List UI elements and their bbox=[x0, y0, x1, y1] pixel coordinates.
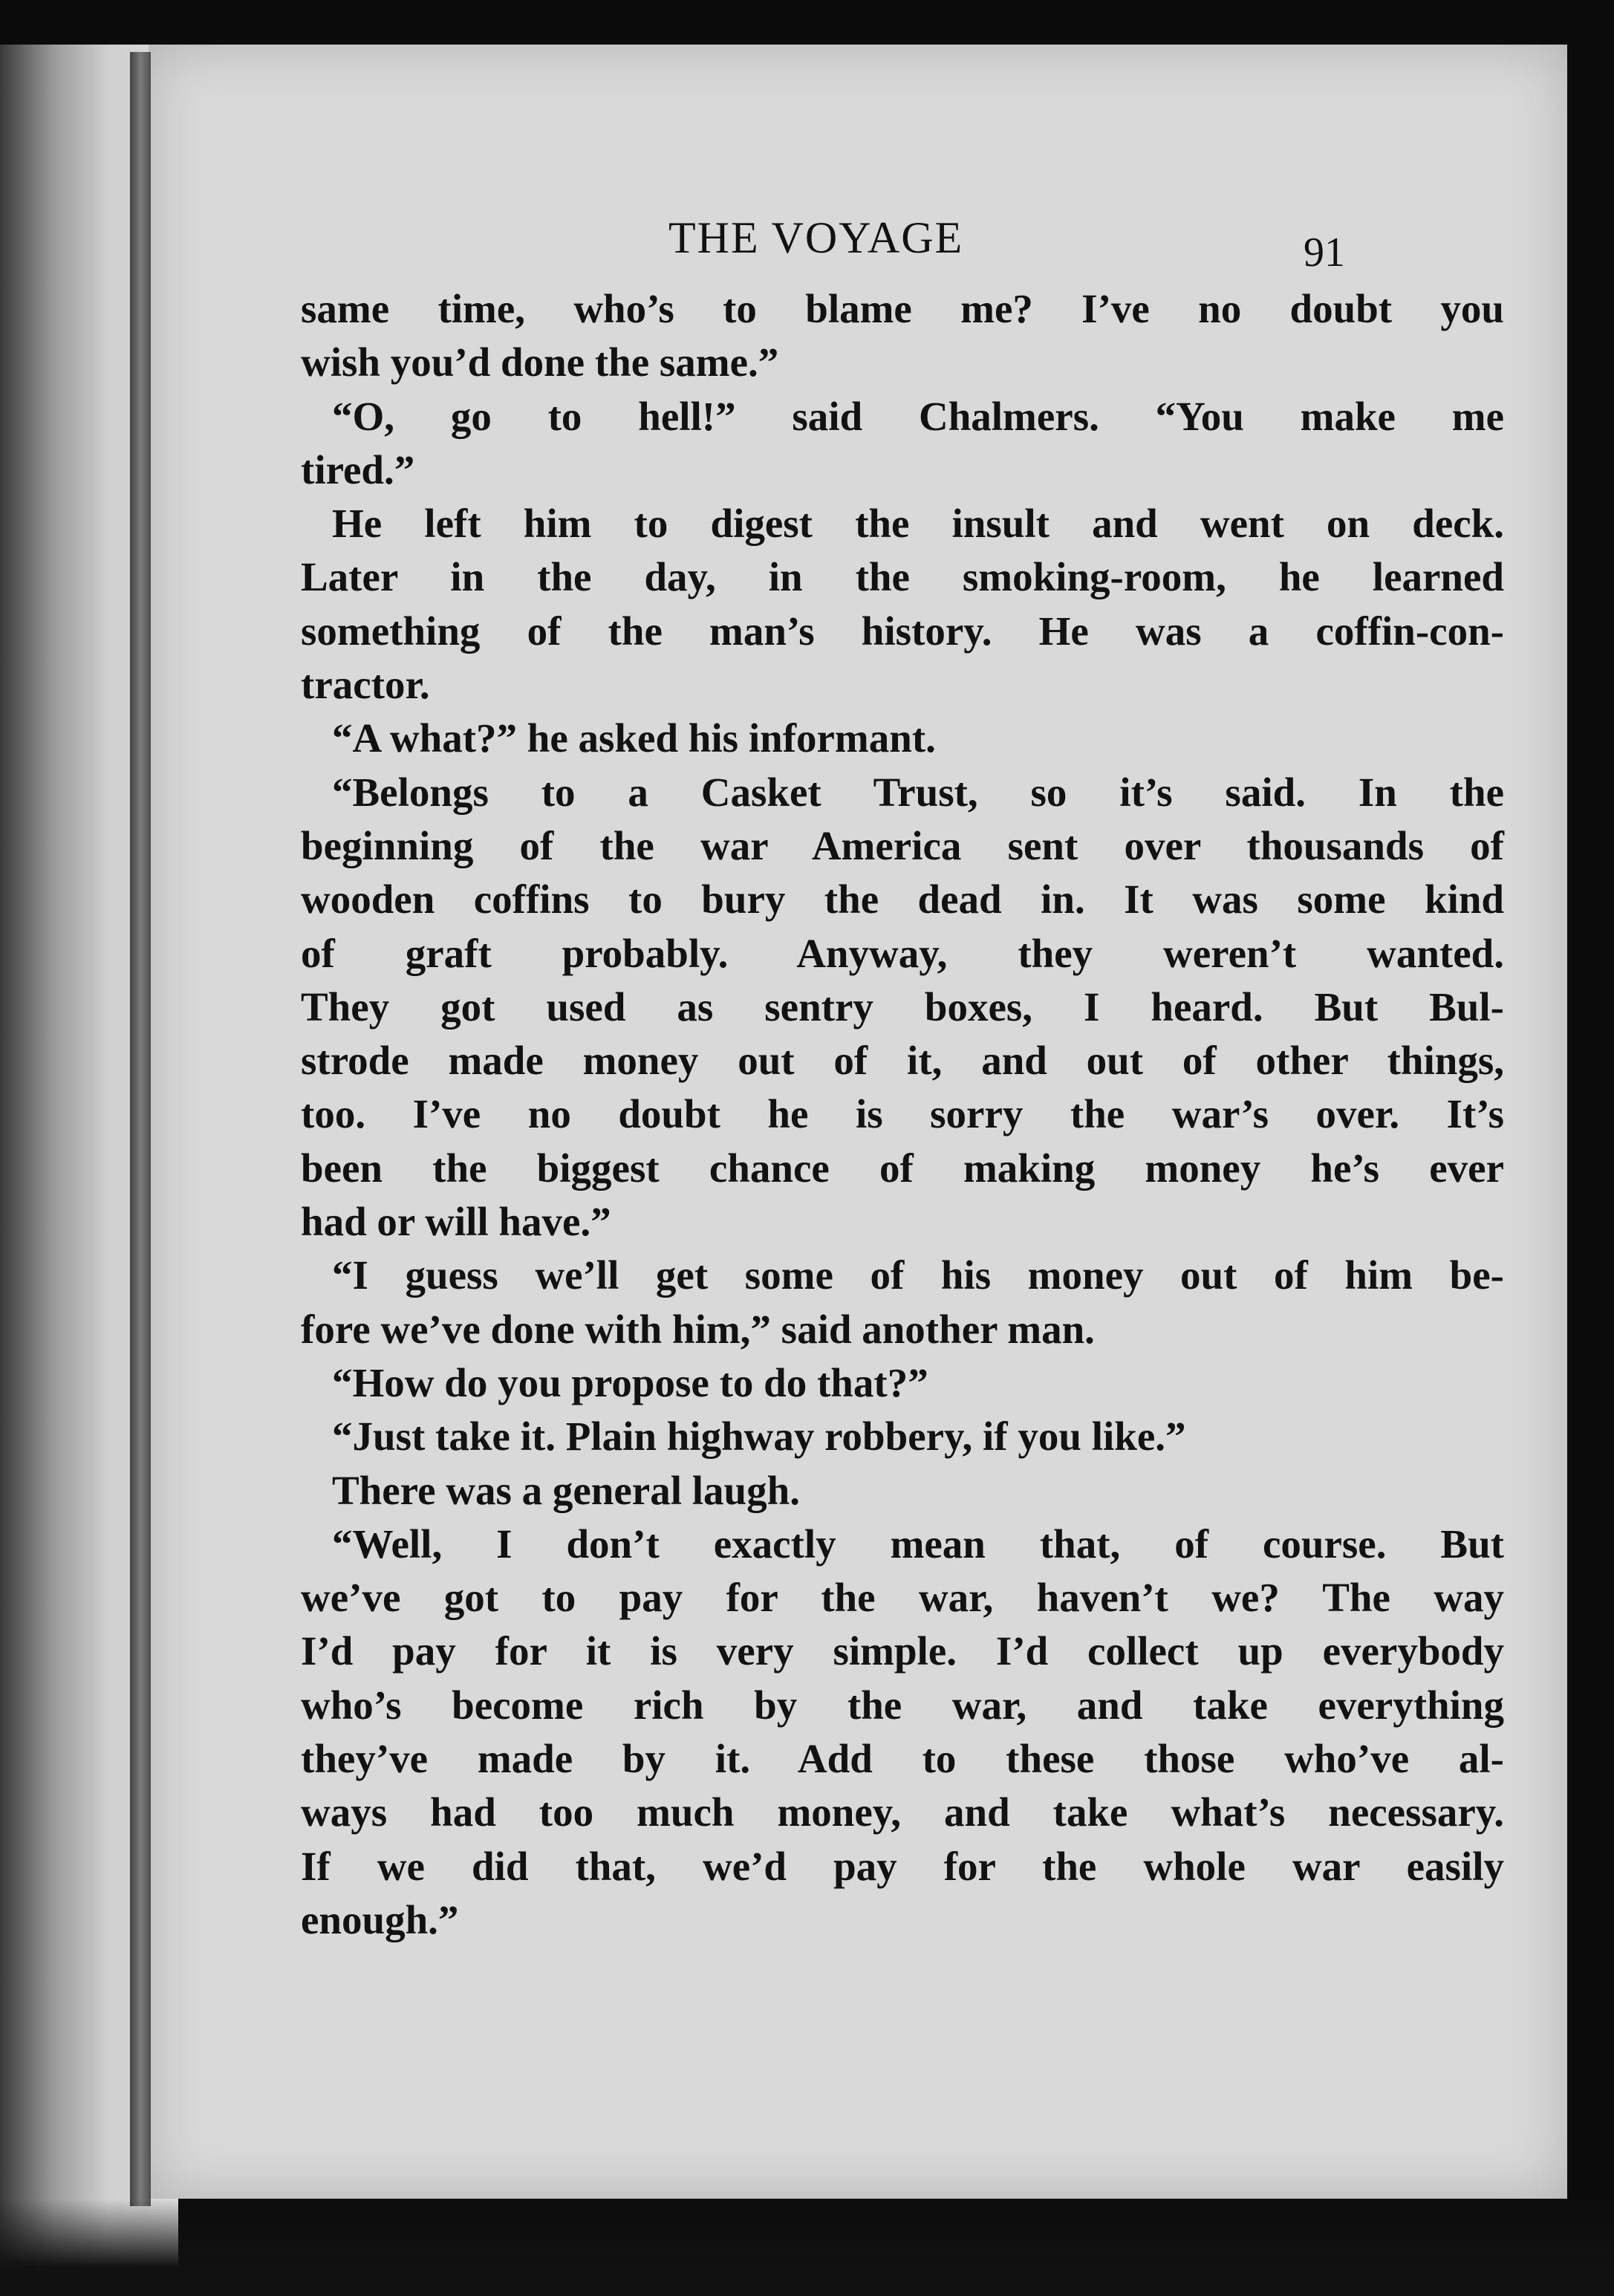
book-page bbox=[149, 45, 1567, 2199]
text-line: too. I’ve no doubt he is sorry the war’s over. It’s bbox=[301, 1091, 1504, 1137]
text-line: Later in the day, in the smoking-room, he learned bbox=[301, 554, 1504, 600]
text-line: strode made money out of it, and out of other things, bbox=[301, 1038, 1504, 1084]
text-line: They got used as sentry boxes, I heard. But Bul- bbox=[301, 983, 1504, 1030]
text-line: ways had too much money, and take what’s necessary. bbox=[301, 1789, 1504, 1835]
page-number: 91 bbox=[1304, 230, 1345, 276]
body-text bbox=[301, 282, 1504, 1947]
text-line: “Well, I don’t exactly mean that, of course. But bbox=[332, 1521, 1504, 1567]
text-line: we’ve got to pay for the war, haven’t we? The way bbox=[301, 1575, 1504, 1621]
text-line: wish you’d done the same.” bbox=[301, 339, 779, 386]
text-line: “How do you propose to do that?” bbox=[332, 1359, 928, 1405]
scan-shadow bbox=[0, 2199, 1614, 2296]
text-line: who’s become rich by the war, and take everything bbox=[301, 1682, 1504, 1728]
text-line: enough.” bbox=[301, 1896, 459, 1942]
text-line: He left him to digest the insult and went on deck. bbox=[332, 501, 1504, 547]
text-line: tired.” bbox=[301, 446, 415, 492]
text-line: If we did that, we’d pay for the whole war easily bbox=[301, 1843, 1504, 1889]
running-title: THE VOYAGE bbox=[668, 213, 964, 262]
text-line: “O, go to hell!” said Chalmers. “You make me bbox=[332, 393, 1504, 439]
text-line: “A what?” he asked his informant. bbox=[332, 715, 936, 761]
text-line: I’d pay for it is very simple. I’d collect up everybody bbox=[301, 1628, 1504, 1674]
running-head bbox=[149, 168, 1567, 276]
text-line: “Just take it. Plain highway robbery, if you like.” bbox=[332, 1414, 1186, 1460]
text-line: been the biggest chance of making money he’s ever bbox=[301, 1145, 1504, 1191]
text-line: wooden coffins to bury the dead in. It was some kind bbox=[301, 877, 1504, 923]
text-line: they’ve made by it. Add to these those who’ve al- bbox=[301, 1736, 1504, 1782]
text-line: tractor. bbox=[301, 662, 430, 708]
text-line: fore we’ve done with him,” said another man. bbox=[301, 1306, 1095, 1352]
text-line: “Belongs to a Casket Trust, so it’s said. In the bbox=[332, 769, 1504, 815]
page-gutter bbox=[130, 52, 151, 2206]
text-line: something of the man’s history. He was a coffin-con- bbox=[301, 608, 1504, 654]
text-line: beginning of the war America sent over thousands of bbox=[301, 822, 1504, 868]
text-line: had or will have.” bbox=[301, 1199, 611, 1245]
text-line: There was a general laugh. bbox=[332, 1467, 800, 1513]
text-line: same time, who’s to blame me? I’ve no doubt you bbox=[301, 286, 1504, 331]
text-line: of graft probably. Anyway, they weren’t wanted. bbox=[301, 930, 1504, 976]
text-line: “I guess we’ll get some of his money out of him be- bbox=[332, 1252, 1504, 1298]
